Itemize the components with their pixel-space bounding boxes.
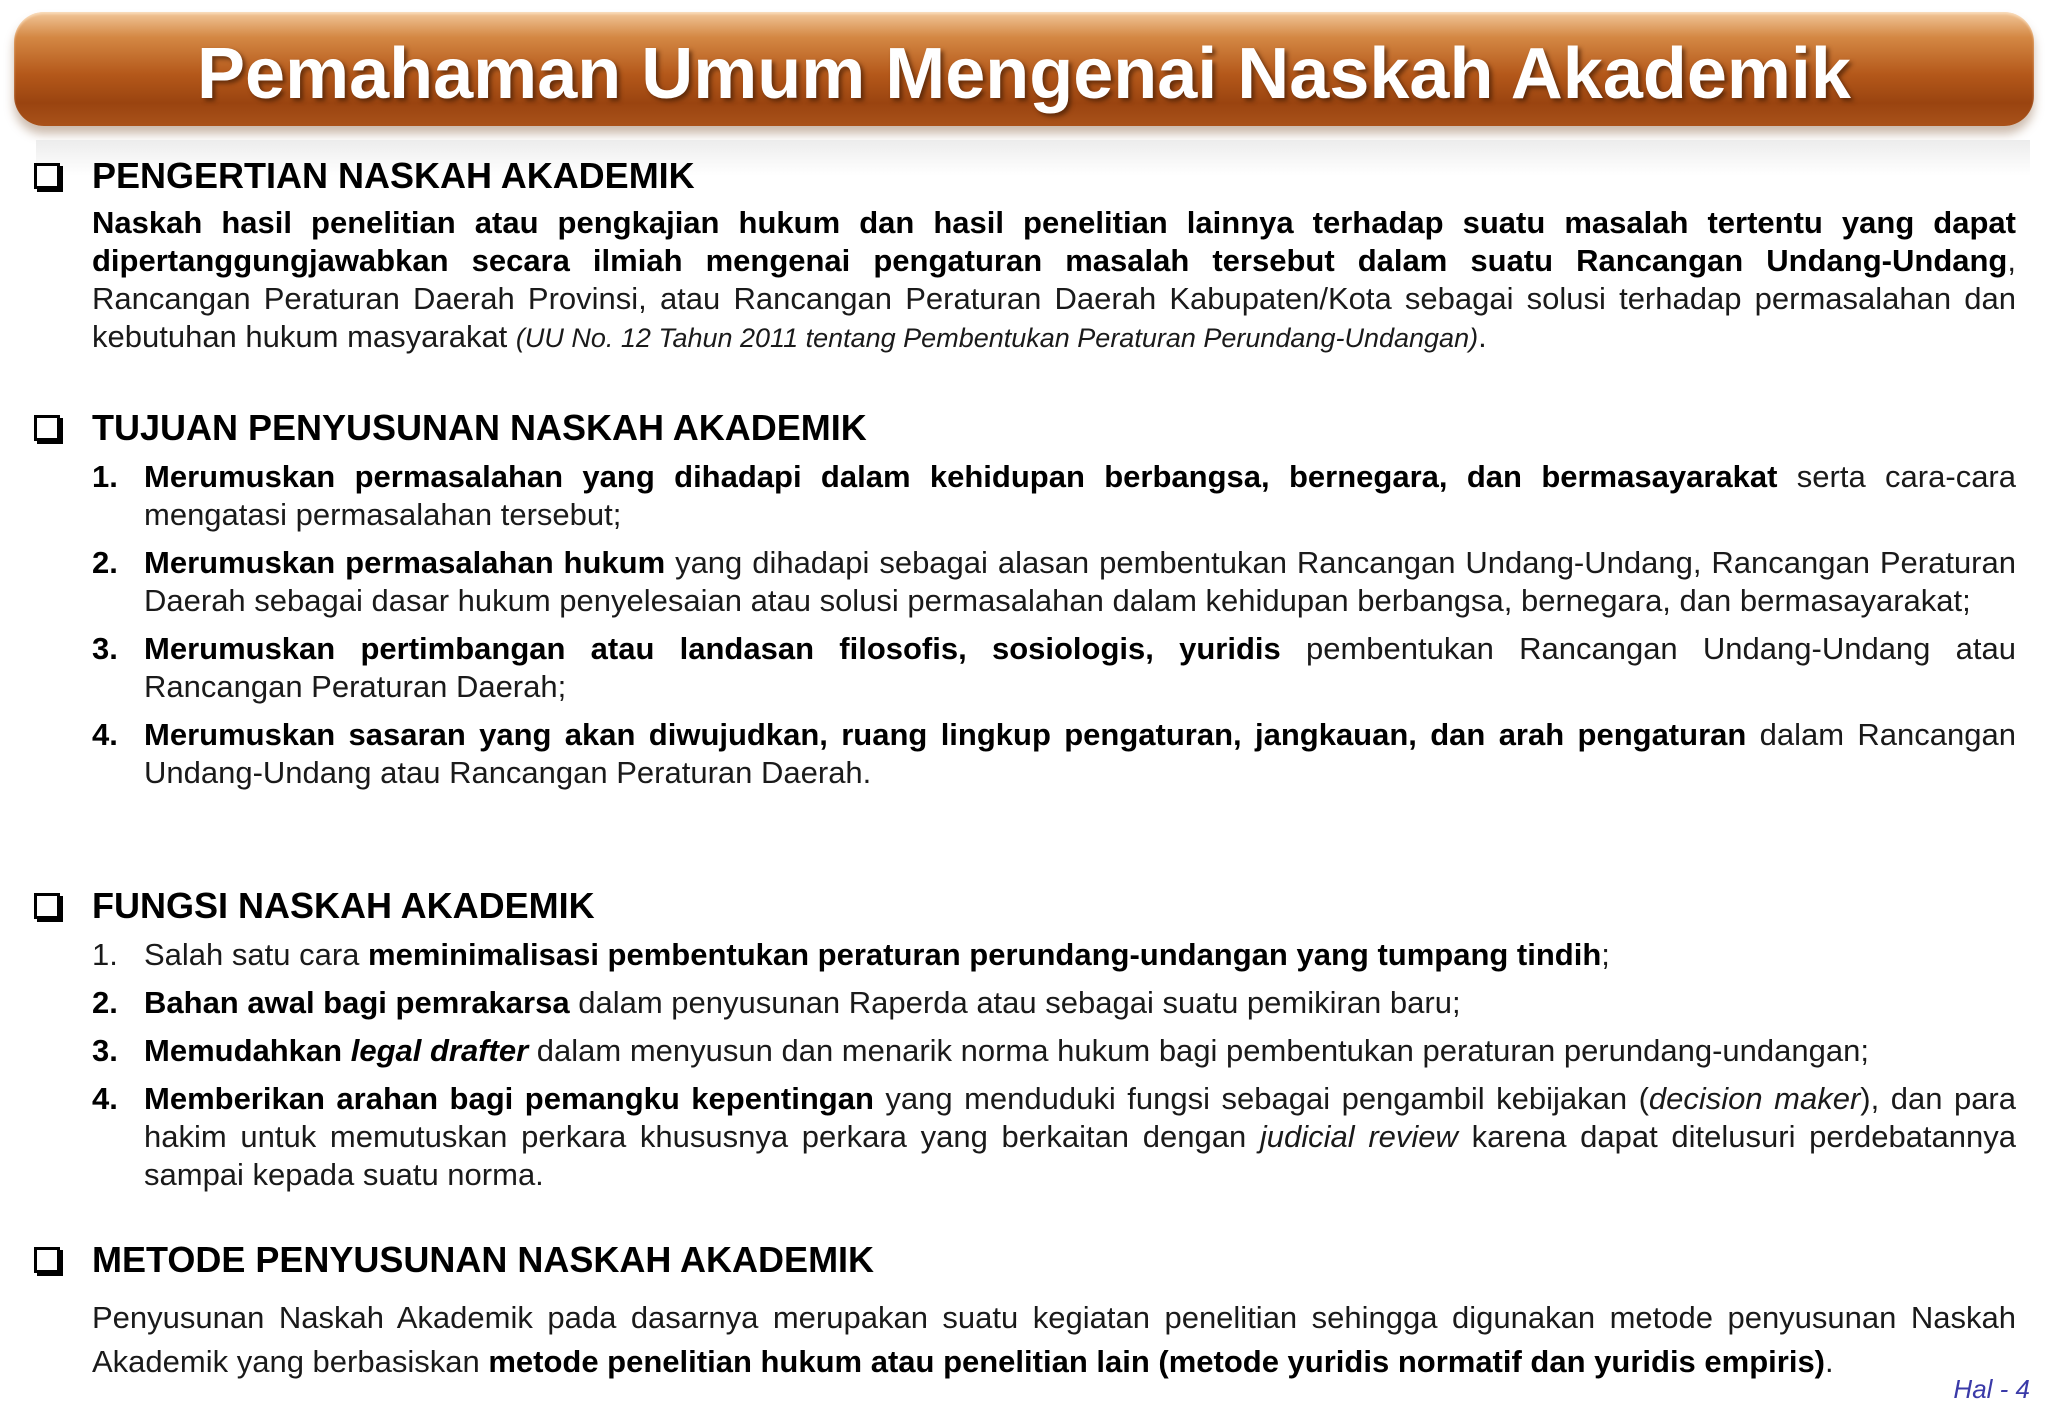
legal-citation: (UU No. 12 Tahun 2011 tentang Pembentukan Peraturan Perundang-Undangan) — [515, 323, 1479, 353]
section-heading — [0, 154, 2048, 198]
checkbox-bullet-icon — [34, 415, 60, 441]
section-heading — [0, 1238, 2048, 1282]
item-number: 1. — [92, 937, 118, 972]
section-heading — [0, 406, 2048, 450]
list-item — [92, 984, 2016, 1022]
item-number: 2. — [92, 545, 118, 580]
item-number: 1. — [92, 459, 118, 494]
title-banner — [14, 12, 2034, 126]
item-text: ; — [1601, 937, 1610, 972]
definition-text: , Rancangan Peraturan Daerah Provinsi, atau Rancangan Peraturan Daerah Kabupaten/Kota sebagai solusi terhadap permasalahan dan kebutuhan hukum masyarakat — [92, 243, 2016, 354]
fungsi-list — [92, 936, 2016, 1194]
item-text: dalam menyusun dan menarik norma hukum bagi pembentukan peraturan perundang-undangan; — [528, 1033, 1869, 1068]
item-text: Salah satu cara — [144, 937, 369, 972]
item-text: pembentukan Rancangan Undang-Undang atau Rancangan Peraturan Daerah; — [144, 631, 2016, 704]
item-text: yang dihadapi sebagai alasan pembentukan Rancangan Undang-Undang, Rancangan Peraturan Daerah sebagai dasar hukum penyelesaian atau solusi permasalahan dalam kehidupan berbangsa, bernegara, dan bermasayarakat; — [144, 545, 2016, 618]
section-tujuan — [0, 406, 2048, 802]
section-heading — [0, 884, 2048, 928]
section-heading-text: TUJUAN PENYUSUNAN NASKAH AKADEMIK — [92, 407, 867, 448]
item-bold-text: Memudahkan — [144, 1033, 351, 1068]
item-text: yang menduduki fungsi sebagai pengambil kebijakan ( — [873, 1081, 1649, 1116]
item-number: 4. — [92, 717, 118, 752]
section-metode — [0, 1238, 2048, 1384]
checkbox-bullet-icon — [34, 1247, 60, 1273]
definition-bold-text: Naskah hasil penelitian atau pengkajian hukum dan hasil penelitian lainnya terhadap suatu masalah tertentu yang dapat dipertanggungjawabkan secara ilmiah mengenai pengaturan masalah tersebut dalam suatu Rancangan Undang-Undang — [92, 205, 2016, 278]
item-bold-text: Merumuskan pertimbangan atau landasan filosofis, sosiologis, yuridis — [144, 631, 1281, 666]
list-item — [92, 630, 2016, 706]
item-bold-text: Memberikan arahan bagi pemangku kepentingan — [144, 1081, 874, 1116]
item-text: serta cara-cara mengatasi permasalahan tersebut; — [144, 459, 2016, 532]
tujuan-list — [92, 458, 2016, 792]
item-bold-text: meminimalisasi pembentukan peraturan perundang-undangan yang tumpang tindih — [368, 937, 1602, 972]
section-heading-text: METODE PENYUSUNAN NASKAH AKADEMIK — [92, 1239, 875, 1280]
list-item — [92, 716, 2016, 792]
item-number: 4. — [92, 1081, 118, 1116]
list-item — [92, 936, 2016, 974]
item-text: ), dan para hakim untuk memutuskan perkara khususnya perkara yang berkaitan dengan — [144, 1081, 2016, 1154]
page-number: Hal - 4 — [1953, 1374, 2030, 1404]
checkbox-bullet-icon — [34, 163, 60, 189]
section-heading-text: FUNGSI NASKAH AKADEMIK — [92, 885, 595, 926]
section-heading-text: PENGERTIAN NASKAH AKADEMIK — [92, 155, 695, 196]
item-number: 2. — [92, 985, 118, 1020]
section-pengertian — [0, 154, 2048, 357]
item-bold-italic-text: legal drafter — [350, 1033, 529, 1068]
definition-end: . — [1478, 319, 1487, 354]
item-number: 3. — [92, 631, 118, 666]
item-number: 3. — [92, 1033, 118, 1068]
item-bold-text: Bahan awal bagi pemrakarsa — [144, 985, 570, 1020]
method-end: . — [1825, 1344, 1834, 1379]
item-italic-text: decision maker — [1648, 1081, 1861, 1116]
item-bold-text: Merumuskan permasalahan yang dihadapi dalam kehidupan berbangsa, bernegara, dan bermasayarakat — [144, 459, 1778, 494]
item-bold-text: Merumuskan permasalahan hukum — [144, 545, 666, 580]
list-item — [92, 1032, 2016, 1070]
item-italic-text: judicial review — [1259, 1119, 1458, 1154]
checkbox-bullet-icon — [34, 893, 60, 919]
list-item — [92, 458, 2016, 534]
section-fungsi — [0, 884, 2048, 1204]
definition-paragraph — [92, 204, 2016, 357]
list-item — [92, 544, 2016, 620]
method-bold-text: metode penelitian hukum atau penelitian lain (metode yuridis normatif dan yuridis empiris) — [488, 1344, 1826, 1379]
item-text: karena dapat ditelusuri perdebatannya sampai kepada suatu norma. — [144, 1119, 2017, 1192]
page-title: Pemahaman Umum Mengenai Naskah Akademik — [197, 34, 1851, 114]
item-bold-text: Merumuskan sasaran yang akan diwujudkan, ruang lingkup pengaturan, jangkauan, dan arah pengaturan — [144, 717, 1747, 752]
list-item — [92, 1080, 2016, 1194]
method-paragraph — [92, 1296, 2016, 1384]
item-text: dalam penyusunan Raperda atau sebagai suatu pemikiran baru; — [569, 985, 1461, 1020]
method-text: Penyusunan Naskah Akademik pada dasarnya merupakan suatu kegiatan penelitian sehingga digunakan metode penyusunan Naskah Akademik yang berbasiskan — [92, 1300, 2016, 1379]
item-text: dalam Rancangan Undang-Undang atau Rancangan Peraturan Daerah. — [144, 717, 2016, 790]
